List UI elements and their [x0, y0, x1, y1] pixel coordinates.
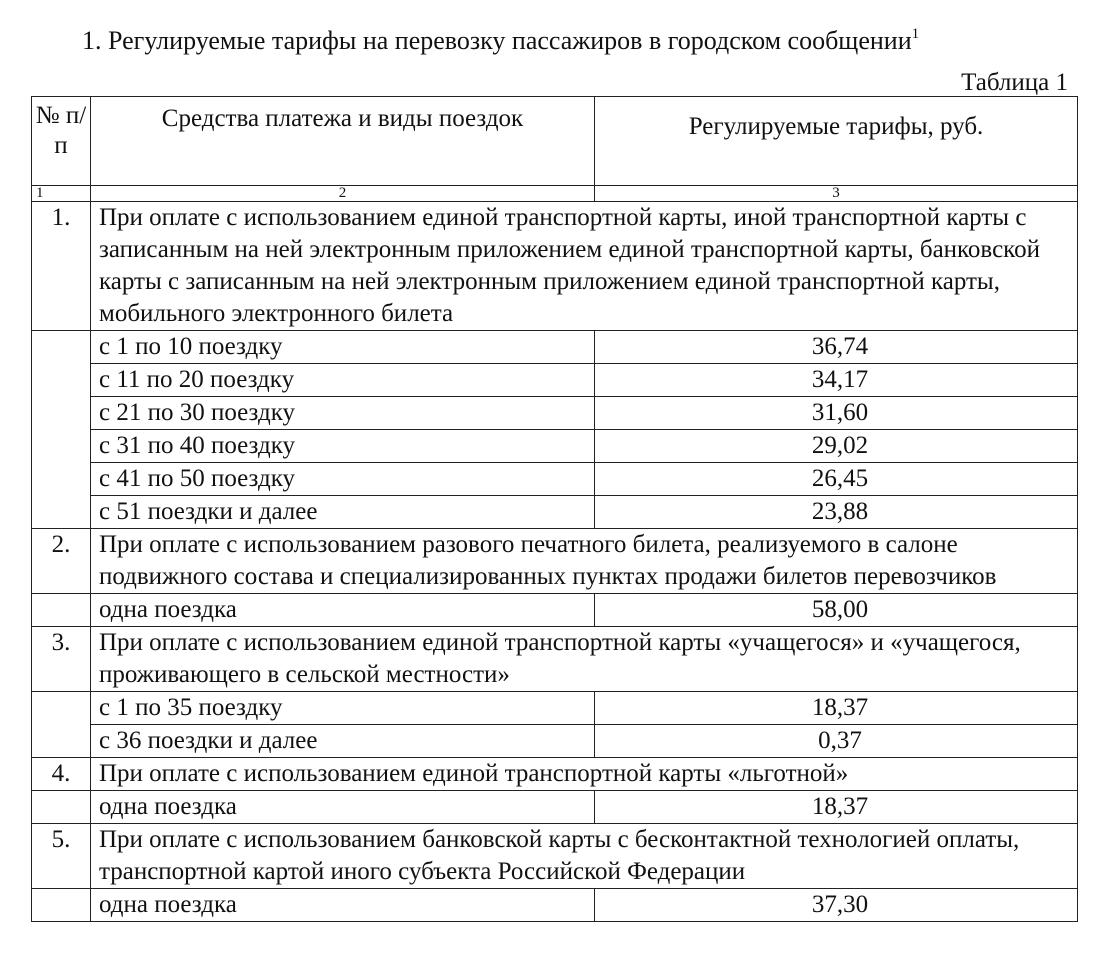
- trip-range: с 31 по 40 поездку: [91, 430, 595, 463]
- column-number: 3: [595, 186, 1078, 202]
- section-title: При оплате с использованием единой транспортной карты «учащегося» и «учащегося, проживающего в сельской местности»: [91, 627, 1078, 692]
- section-title: При оплате с использованием единой транспортной карты «льготной»: [91, 758, 1078, 791]
- table-row: [32, 331, 1078, 364]
- section-title: При оплате с использованием банковской карты с бесконтактной технологией оплаты, транспортной картой иного субъекта Российской Федерации: [91, 824, 1078, 889]
- trip-range: с 36 поездки и далее: [91, 725, 595, 758]
- empty-cell: [32, 889, 91, 922]
- empty-cell: [32, 331, 91, 529]
- section-number: 1.: [32, 202, 91, 331]
- section-row: [32, 824, 1078, 889]
- tariff-value: 58,00: [595, 594, 1078, 627]
- trip-range: одна поездка: [91, 594, 595, 627]
- column-number: 1: [32, 186, 91, 202]
- header-num: № п/п: [32, 97, 91, 186]
- section-number: 2.: [32, 529, 91, 594]
- trip-range: одна поездка: [91, 791, 595, 824]
- section-row: [32, 202, 1078, 331]
- trip-range: с 21 по 30 поездку: [91, 397, 595, 430]
- empty-cell: [32, 791, 91, 824]
- header-description: Средства платежа и виды поездок: [91, 97, 595, 186]
- table-label: Таблица 1: [961, 69, 1068, 96]
- table-row: [32, 692, 1078, 725]
- section-number: 4.: [32, 758, 91, 791]
- section-row: [32, 627, 1078, 692]
- section-row: [32, 529, 1078, 594]
- column-number: 2: [91, 186, 595, 202]
- column-number-row: [32, 186, 1078, 202]
- tariff-value: 36,74: [595, 331, 1078, 364]
- tariff-value: 18,37: [595, 791, 1078, 824]
- table-row: [32, 430, 1078, 463]
- header-tariff: Регулируемые тарифы, руб.: [595, 97, 1078, 186]
- tariff-value: 31,60: [595, 397, 1078, 430]
- trip-range: с 51 поездки и далее: [91, 496, 595, 529]
- trip-range: с 11 по 20 поездку: [91, 364, 595, 397]
- table-header-row: [32, 97, 1078, 186]
- table-row: [32, 397, 1078, 430]
- section-number: 3.: [32, 627, 91, 692]
- heading-number: 1.: [82, 26, 102, 55]
- table-row: [32, 791, 1078, 824]
- trip-range: одна поездка: [91, 889, 595, 922]
- tariff-table: [31, 96, 1078, 922]
- section-number: 5.: [32, 824, 91, 889]
- trip-range: с 1 по 35 поездку: [91, 692, 595, 725]
- tariff-value: 29,02: [595, 430, 1078, 463]
- document-heading: [82, 26, 919, 56]
- empty-cell: [32, 594, 91, 627]
- table-row: [32, 463, 1078, 496]
- tariff-value: 23,88: [595, 496, 1078, 529]
- section-title: При оплате с использованием разового печатного билета, реализуемого в салоне подвижного состава и специализированных пунктах продажи билетов перевозчиков: [91, 529, 1078, 594]
- table-row: [32, 594, 1078, 627]
- trip-range: с 41 по 50 поездку: [91, 463, 595, 496]
- tariff-value: 34,17: [595, 364, 1078, 397]
- section-title: При оплате с использованием единой транспортной карты, иной транспортной карты с записанным на ней электронным приложением единой транспортной карты, банковской карты с записанным на ней электронным приложением единой транспортной карты, мобильного электронного билета: [91, 202, 1078, 331]
- empty-cell: [32, 692, 91, 758]
- heading-text: Регулируемые тарифы на перевозку пассажиров в городском сообщении: [108, 26, 912, 55]
- table-row: [32, 889, 1078, 922]
- section-row: [32, 758, 1078, 791]
- trip-range: с 1 по 10 поездку: [91, 331, 595, 364]
- tariff-value: 26,45: [595, 463, 1078, 496]
- tariff-value: 18,37: [595, 692, 1078, 725]
- tariff-value: 0,37: [595, 725, 1078, 758]
- table-row: [32, 496, 1078, 529]
- tariff-value: 37,30: [595, 889, 1078, 922]
- table-row: [32, 364, 1078, 397]
- table-row: [32, 725, 1078, 758]
- heading-footnote: 1: [911, 26, 920, 42]
